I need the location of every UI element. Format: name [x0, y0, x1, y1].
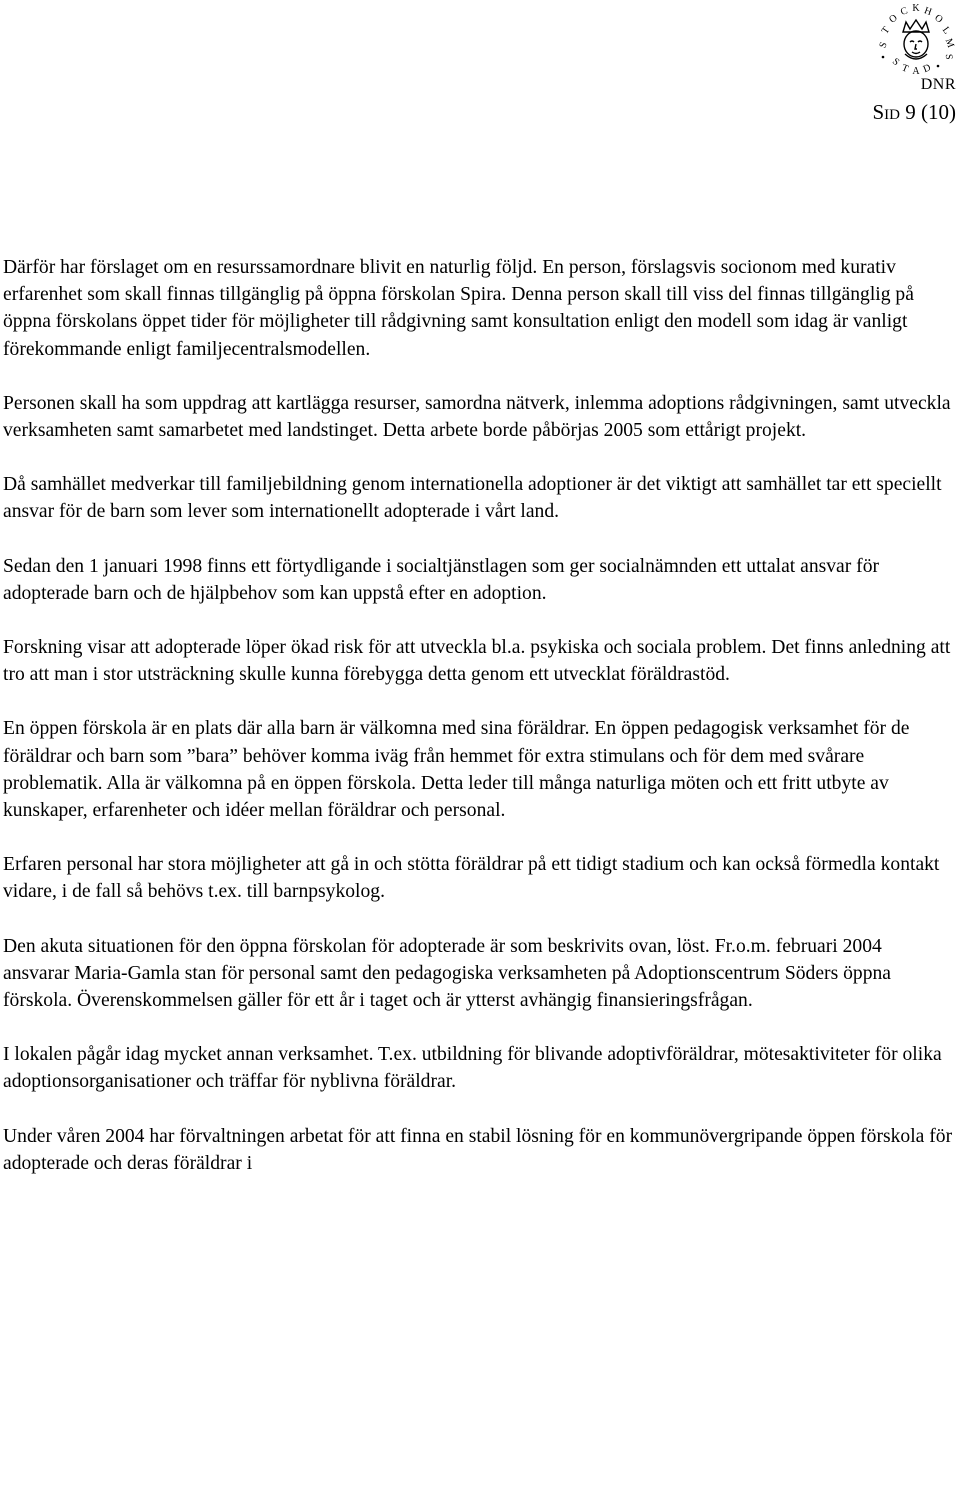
paragraph-8: Den akuta situationen för den öppna förskolan för adopterade är som beskrivits ovan, löst. Fr.o.m. februari 2004 ansvarar Maria-Gamla stan för personal samt den pedagogiska verksamheten på Adoptionscentrum Söders öppna förskola. Överenskommelsen gäller för ett år i taget och är ytterst avhängig finansieringsfrågan.	[3, 935, 891, 1012]
svg-text:S: S	[889, 56, 902, 69]
dnr-label: DNR	[920, 76, 956, 93]
page-label-rest: ID	[884, 107, 900, 123]
svg-text:O: O	[932, 12, 945, 26]
svg-text:T: T	[879, 24, 893, 37]
paragraph-9: I lokalen pågår idag mycket annan verksamhet. T.ex. utbildning för blivande adoptivföräldrar, mötesaktiviteter för olika adoptionsorganisationer och träffar för nyblivna föräldrar.	[3, 1044, 942, 1093]
paragraph-4: Sedan den 1 januari 1998 finns ett förtydligande i socialtjänstlagen som ger socialnämnden ett uttalat ansvar för adopterade barn och de hjälpbehov som kan uppstå efter en adoption.	[3, 555, 880, 604]
paragraph-7: Erfaren personal har stora möjligheter att gå in och stötta föräldrar på ett tidigt stadium och kan också förmedla kontakt vidare, i de fall så behövs t.ex. till barnpsykolog.	[3, 854, 940, 903]
svg-text:L: L	[939, 24, 953, 37]
svg-text:S: S	[877, 40, 890, 50]
svg-text:A: A	[912, 66, 920, 77]
page-number	[872, 100, 956, 127]
paragraph-2: Personen skall ha som uppdrag att kartlägga resurser, samordna nätverk, inlemma adoptions rådgivningen, samt utveckla verksamheten samt samarbetet med landstinget. Detta arbete borde påbörjas 2005 som ettårigt projekt.	[3, 392, 951, 442]
svg-text:K: K	[912, 3, 920, 14]
paragraph-6: En öppen förskola är en plats där alla barn är välkomna med sina föräldrar. En öppen pedagogisk verksamhet för de föräldrar och barn som ”bara” behöver komma iväg från hemmet för extra stimulans och för dem med svårare problematik. Alla är välkomna på en öppen förskola. Detta leder till många naturliga möten och ett fritt utbyte av kunskaper, erfarenheter och idéer mellan föräldrar och personal.	[3, 718, 910, 822]
paragraph-5: Forskning visar att adopterade löper ökad risk för att utveckla bl.a. psykiska och sociala problem. Det finns anledning att tro att man i stor utsträckning skulle kunna förebygga detta genom ett utvecklat föräldrastöd.	[3, 637, 951, 686]
svg-text:O: O	[887, 12, 900, 26]
svg-text:S: S	[942, 53, 955, 61]
paragraph-1: Därför har förslaget om en resurssamordnare blivit en naturlig följd. En person, förslagsvis socionom med kurativ erfarenhet som skall finnas tillgänglig på öppna förskolan Spira. Denna person skall till viss del finnas tillgänglig på öppna förskolans öppet tider för möjligheter till rådgivning samt konsultation enligt den modell som idag är vanligt förekommande enligt familjecentralsmodellen.	[3, 257, 914, 360]
page-number-value: 9 (10)	[905, 100, 956, 124]
svg-text:H: H	[922, 5, 934, 19]
paragraph-10: Under våren 2004 har förvaltningen arbetat för att finna en stabil lösning för en kommunövergripande öppen förskola för adopterade och deras föräldrar i	[3, 1125, 953, 1174]
svg-text:M: M	[942, 37, 957, 50]
svg-text:D: D	[921, 62, 933, 76]
page-label-initial: S	[872, 100, 885, 124]
stockholms-stad-seal-logo	[872, 2, 960, 78]
document-body	[3, 254, 953, 1204]
svg-text:C: C	[899, 5, 910, 18]
paragraph-3: Då samhället medverkar till familjebildning genom internationella adoptioner är det viktigt att samhället tar ett speciellt ansvar för de barn som lever som internationellt adopterade i vårt land.	[3, 474, 942, 523]
svg-text:T: T	[900, 62, 910, 75]
